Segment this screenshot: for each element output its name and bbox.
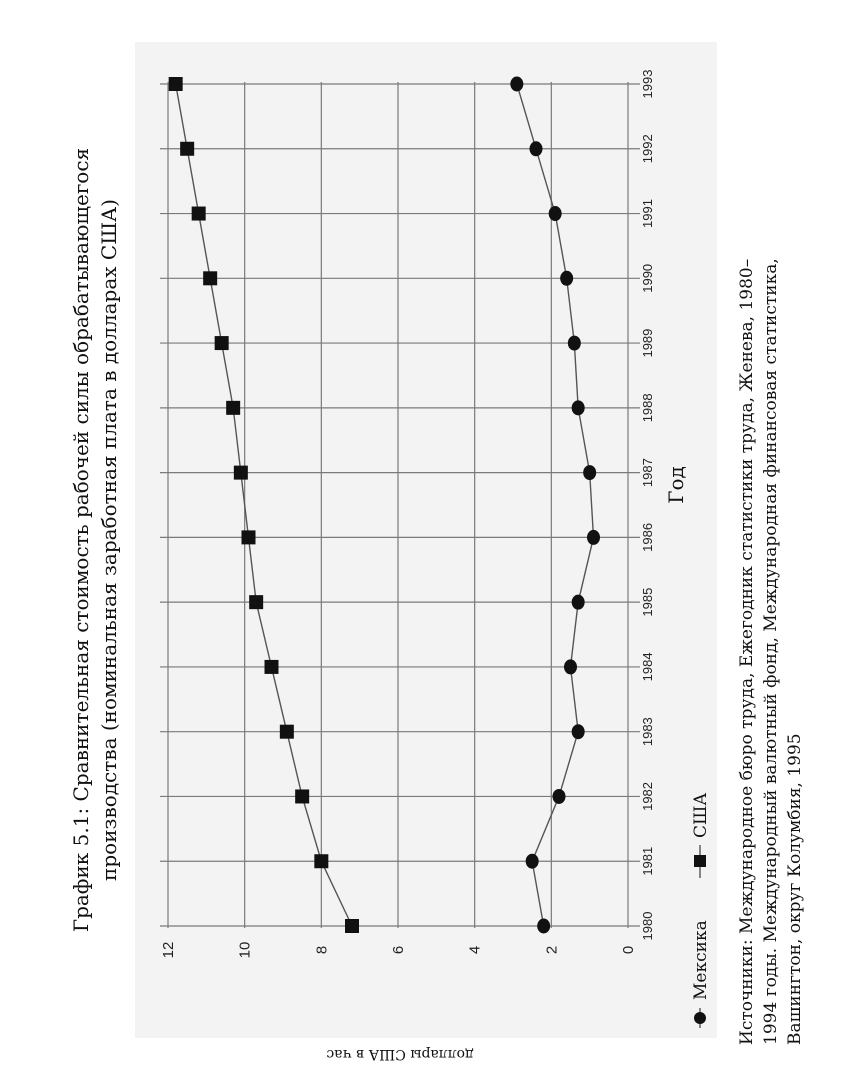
data-point-usa [192, 207, 206, 221]
value-tick-label: 6 [390, 945, 407, 955]
data-point-usa [249, 595, 263, 609]
source-line2: 1994 годы. Международный валютный фонд, Международная финансовая статистика, [761, 258, 781, 1045]
x-axis-label: Год [664, 466, 688, 504]
data-point-usa [280, 725, 294, 739]
data-point-mexico [530, 141, 543, 156]
year-tick-label: 1992 [640, 134, 655, 164]
data-point-mexico [560, 271, 573, 286]
data-point-usa [226, 401, 240, 415]
data-point-usa [242, 530, 256, 544]
legend-mexico-label: Мексика [691, 920, 711, 1000]
data-point-mexico [572, 724, 585, 739]
data-point-mexico [553, 789, 566, 804]
year-tick-label: 1981 [640, 846, 655, 876]
legend-usa-marker [694, 855, 706, 867]
data-point-mexico [526, 854, 539, 869]
data-point-usa [265, 660, 279, 674]
data-point-mexico [587, 530, 600, 545]
value-tick-label: 4 [466, 945, 484, 955]
year-tick-label: 1989 [640, 328, 655, 358]
data-point-mexico [583, 465, 596, 480]
value-tick-label: 0 [620, 945, 637, 955]
year-tick-label: 1986 [640, 522, 655, 552]
data-point-mexico [572, 595, 585, 610]
source-group [737, 258, 805, 1045]
data-point-usa [314, 854, 328, 868]
year-tick-label: 1991 [640, 199, 655, 228]
value-tick-label: 2 [543, 945, 561, 955]
source-line3: Вашингтон, округ Колумбия, 1995 [785, 733, 805, 1045]
year-tick-label: 1988 [640, 393, 655, 423]
legend-usa-label: США [691, 792, 711, 838]
data-point-usa [345, 919, 359, 933]
data-point-mexico [568, 336, 581, 351]
source-line1: Источники: Международное бюро труда, Ежегодник статистики труда, Женева, 1980– [737, 258, 757, 1045]
year-tick-label: 1993 [640, 69, 655, 99]
data-point-mexico [564, 659, 577, 674]
data-point-usa [203, 271, 217, 285]
data-point-mexico [549, 206, 562, 221]
chart-title-line1: График 5.1: Сравнительная стоимость рабочей силы обрабатывающегося [69, 147, 93, 933]
y-axis-label: доллары США в час [326, 1046, 474, 1062]
year-tick-label: 1982 [640, 782, 655, 811]
year-tick-label: 1984 [640, 652, 655, 682]
data-point-usa [234, 466, 248, 480]
data-point-mexico [537, 919, 550, 934]
value-tick-label: 8 [313, 945, 331, 955]
data-point-usa [180, 142, 194, 156]
year-tick-label: 1983 [640, 717, 655, 747]
data-point-usa [295, 789, 309, 803]
year-tick-label: 1980 [640, 911, 655, 941]
value-tick-label: 12 [160, 941, 177, 959]
plot-background [135, 42, 717, 1038]
year-tick-label: 1990 [640, 263, 655, 293]
value-tick-label: 10 [236, 941, 254, 959]
data-point-mexico [510, 77, 523, 92]
data-point-mexico [572, 400, 585, 415]
legend-mexico-marker [694, 1012, 706, 1024]
data-point-usa [169, 77, 183, 91]
chart-title-line2: производства (номинальная заработная плата в долларах США) [97, 199, 121, 881]
chart-title-group [69, 148, 121, 932]
year-tick-label: 1985 [640, 587, 655, 617]
data-point-usa [215, 336, 229, 350]
year-tick-label: 1987 [640, 458, 655, 488]
